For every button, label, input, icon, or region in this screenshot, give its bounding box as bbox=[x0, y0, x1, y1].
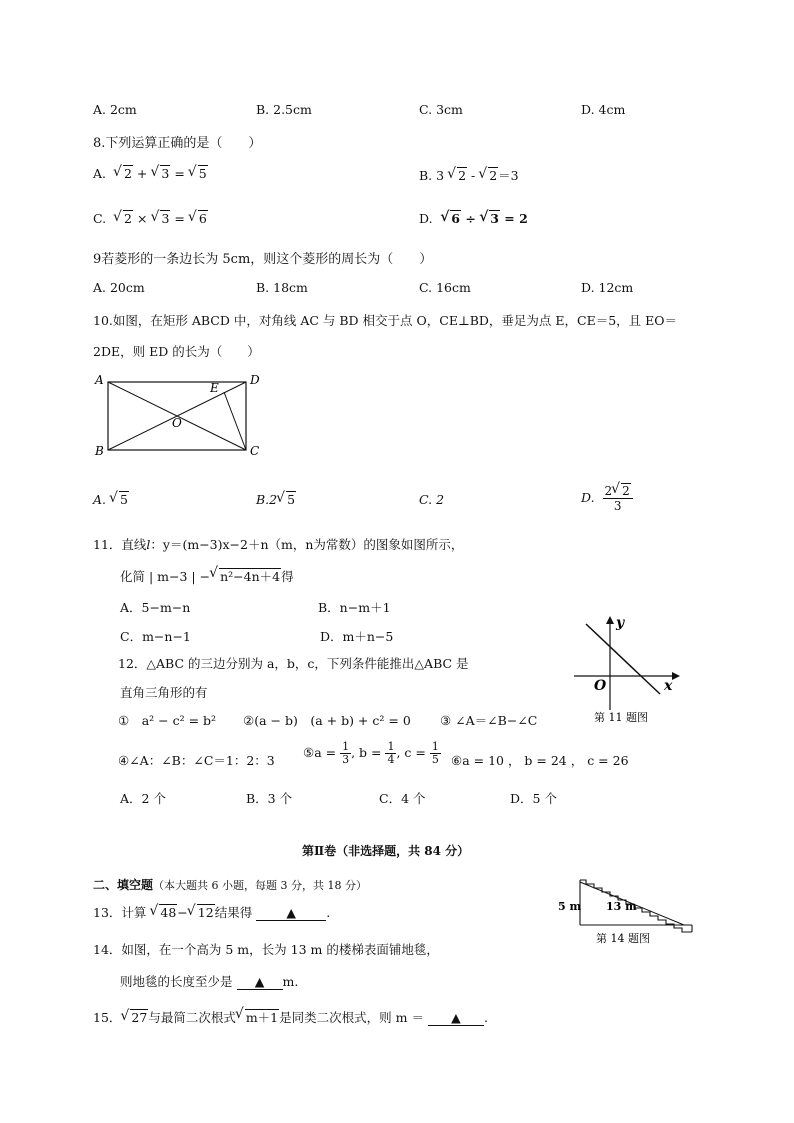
q12-condition-1: ① a² − c² = b² bbox=[118, 713, 217, 728]
label-o: O bbox=[172, 416, 182, 430]
q12-condition-3: ③ ∠A＝∠B−∠C bbox=[440, 713, 538, 728]
q14-staircase-figure bbox=[556, 874, 701, 948]
q11-line-graph bbox=[568, 610, 683, 740]
q12-stem-line1: 12．△ABC 的三边分别为 a，b，c，下列条件能推出△ABC 是 bbox=[118, 656, 469, 671]
q11-option-b: B．n−m＋1 bbox=[318, 600, 391, 615]
q12-condition-4: ④∠A：∠B：∠C＝1：2：3 bbox=[118, 753, 275, 768]
q7-option-a: A. 2cm bbox=[93, 102, 137, 117]
stair-length-label: 13 m bbox=[606, 900, 637, 913]
axis-y-label: y bbox=[616, 615, 625, 631]
q12-option-b: B．3 个 bbox=[246, 791, 293, 806]
q15-answer-blank[interactable]: ▲ bbox=[428, 1010, 484, 1026]
label-c: C bbox=[250, 444, 260, 458]
q15: 15．√ 27与最简二次根式√ m＋1是同类二次根式，则 m ＝ ▲ . bbox=[93, 1008, 488, 1026]
origin-label: O bbox=[594, 678, 607, 694]
q10-rectangle-figure bbox=[90, 370, 280, 465]
q10-option-c: C. 2 bbox=[419, 492, 445, 507]
q7-option-b: B. 2.5cm bbox=[256, 102, 312, 117]
q9-option-b: B. 18cm bbox=[256, 280, 308, 295]
q9-option-c: C. 16cm bbox=[419, 280, 471, 295]
q14-figure-caption: 第 14 题图 bbox=[596, 932, 650, 945]
stair-height-label: 5 m bbox=[558, 900, 582, 913]
q14-line1: 14．如图，在一个高为 5 m，长为 13 m 的楼梯表面铺地毯， bbox=[93, 942, 439, 957]
section-2-title: 第Ⅱ卷（非选择题，共 84 分） bbox=[302, 844, 470, 858]
q14-line2: 则地毯的长度至少是 ▲ m. bbox=[120, 974, 299, 989]
q7-option-c: C. 3cm bbox=[419, 102, 463, 117]
q13-answer-blank[interactable]: ▲ bbox=[256, 905, 326, 921]
q12-stem-line2: 直角三角形的有 bbox=[120, 685, 208, 700]
q12-option-d: D．5 个 bbox=[510, 791, 557, 806]
q11-option-d: D．m＋n−5 bbox=[320, 629, 394, 644]
q8-option-c: C. √ 2 × √ 3 = √ 6 bbox=[93, 211, 208, 226]
q12-option-c: C．4 个 bbox=[379, 791, 426, 806]
q12-condition-5: ⑤a = $\frac{1}{3}$ , b = $\frac{1}{4}$ , c = $\frac{1}{5}$ bbox=[303, 740, 439, 766]
label-d: D bbox=[250, 373, 260, 387]
q9-stem: 9若菱形的一条边长为 5cm，则这个菱形的周长为（ ） bbox=[93, 252, 433, 267]
q13: 13．计算 √ 48−√ 12结果得 ▲ . bbox=[93, 903, 330, 921]
q7-option-d: D. 4cm bbox=[581, 102, 626, 117]
label-a: A bbox=[95, 373, 104, 387]
q8-option-a: A. √ 2 + √ 3 = √ 5 bbox=[93, 166, 208, 181]
q9-option-d: D. 12cm bbox=[581, 280, 634, 295]
label-e: E bbox=[210, 381, 219, 395]
q10-option-a: A. √ 5 bbox=[93, 492, 129, 507]
q12-condition-6: ⑥a = 10 ， b = 24 ， c = 26 bbox=[451, 753, 629, 768]
label-b: B bbox=[95, 444, 104, 458]
q8-stem: 8.下列运算正确的是（ ） bbox=[93, 136, 262, 151]
q10-option-b: B.2√ 5 bbox=[256, 492, 296, 507]
section-2-part-heading: 二、填空题（本大题共 6 小题，每题 3 分，共 18 分） bbox=[93, 878, 367, 892]
q8-option-b: B. 3 √ 2 - √ 2＝3 bbox=[419, 166, 519, 184]
q12-condition-2: ②(a − b) (a + b) + c² = 0 bbox=[243, 713, 411, 728]
q8-option-d: D. √ 6 ÷ √ 3 = 2 bbox=[419, 211, 528, 226]
q11-simplify: 化简 | m−3 | −√ n²−4n＋4得 bbox=[120, 567, 294, 585]
q9-option-a: A. 20cm bbox=[93, 280, 145, 295]
q10-option-d: D. $\frac{2√ 2}{3}$ bbox=[581, 484, 633, 513]
axis-x-label: x bbox=[664, 678, 673, 694]
q11-option-c: C．m−n−1 bbox=[120, 629, 191, 644]
q14-answer-blank[interactable]: ▲ bbox=[237, 974, 283, 990]
q12-option-a: A．2 个 bbox=[120, 791, 166, 806]
q10-stem-line1: 10.如图，在矩形 ABCD 中，对角线 AC 与 BD 相交于点 O，CE⊥BD，垂足为点 E，CE＝5，且 EO＝ bbox=[93, 313, 678, 328]
q11-figure-caption: 第 11 题图 bbox=[594, 711, 648, 724]
q10-stem-line2: 2DE，则 ED 的长为（ ） bbox=[93, 344, 260, 359]
q11-option-a: A．5−m−n bbox=[120, 600, 191, 615]
q11-stem: 11．直线l：y＝(m−3)x−2＋n（m，n为常数）的图象如图所示， bbox=[93, 537, 464, 552]
